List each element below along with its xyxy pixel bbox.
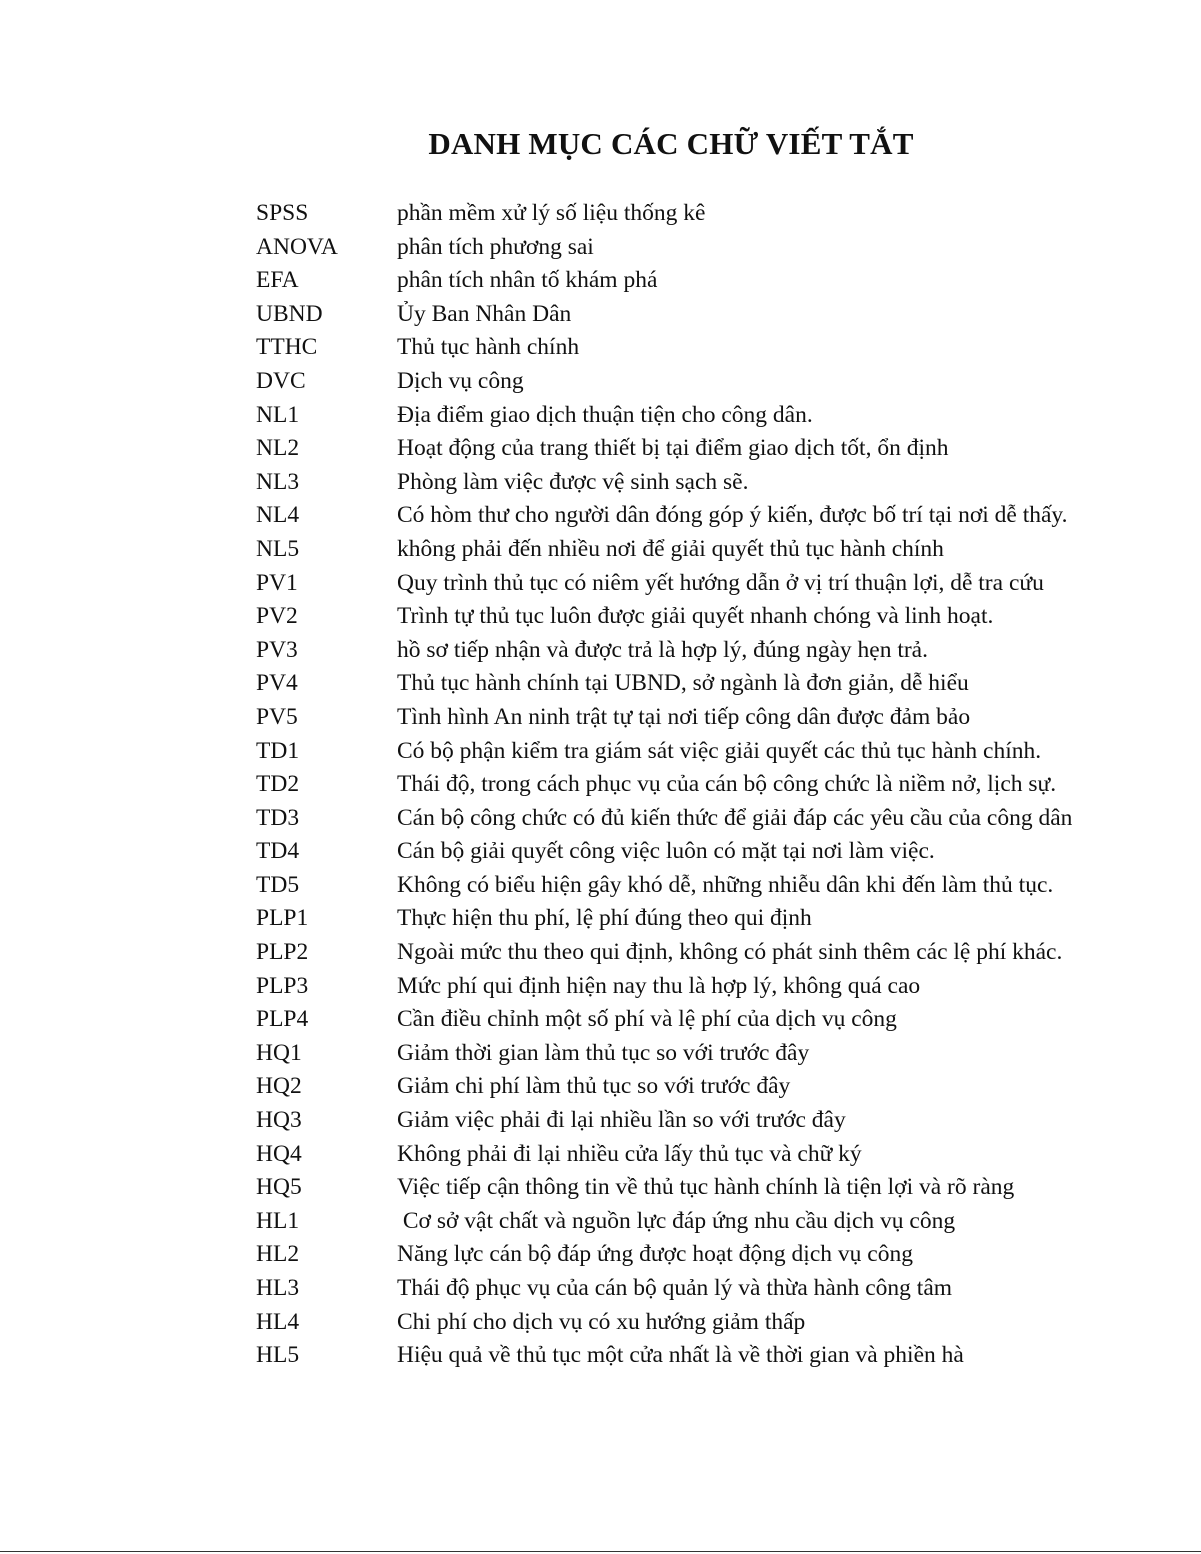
abbreviation-row	[256, 365, 1116, 399]
abbreviation-row	[256, 735, 1116, 769]
abbreviation-definition: Thái độ, trong cách phục vụ của cán bộ công chức là niềm nở, lịch sự.	[397, 771, 1057, 798]
abbreviation-row	[256, 1205, 1116, 1239]
abbreviation-row	[256, 533, 1116, 567]
abbreviation-row	[256, 1272, 1116, 1306]
abbreviation-definition: Giảm thời gian làm thủ tục so với trước đây	[397, 1039, 810, 1066]
abbreviation-definition: hồ sơ tiếp nhận và được trả là hợp lý, đúng ngày hẹn trả.	[397, 636, 928, 663]
abbreviation-term: PV3	[256, 636, 298, 663]
abbreviation-row	[256, 1037, 1116, 1071]
abbreviation-term: HQ4	[256, 1140, 302, 1167]
abbreviation-definition: Cán bộ công chức có đủ kiến thức để giải đáp các yêu cầu của công dân	[397, 804, 1073, 831]
abbreviation-row	[256, 231, 1116, 265]
abbreviation-definition: phân tích nhân tố khám phá	[397, 267, 658, 294]
abbreviation-row	[256, 600, 1116, 634]
abbreviation-definition: Cần điều chỉnh một số phí và lệ phí của dịch vụ công	[397, 1006, 897, 1033]
abbreviation-term: SPSS	[256, 200, 309, 226]
abbreviation-row	[256, 701, 1116, 735]
abbreviation-definition: Ủy Ban Nhân Dân	[397, 300, 572, 327]
abbreviation-definition: Không có biểu hiện gây khó dễ, những nhiễu dân khi đến làm thủ tục.	[397, 871, 1054, 898]
abbreviation-row	[256, 835, 1116, 869]
abbreviation-term: NL1	[256, 401, 300, 428]
page-title: DANH MỤC CÁC CHỮ VIẾT TẮT	[428, 126, 914, 161]
abbreviation-term: HL1	[256, 1207, 300, 1234]
abbreviation-definition: Thái độ phục vụ của cán bộ quản lý và thừa hành công tâm	[397, 1275, 953, 1301]
abbreviation-definition: Có hòm thư cho người dân đóng góp ý kiến, được bố trí tại nơi dễ thấy.	[397, 502, 1068, 529]
abbreviation-definition: Giảm chi phí làm thủ tục so với trước đây	[397, 1073, 791, 1100]
abbreviation-list	[256, 197, 1116, 1373]
abbreviation-term: PV4	[256, 670, 298, 697]
abbreviation-definition: Thực hiện thu phí, lệ phí đúng theo qui định	[397, 905, 812, 932]
abbreviation-row	[256, 1003, 1116, 1037]
abbreviation-term: HL3	[256, 1275, 300, 1301]
abbreviation-row	[256, 197, 1116, 231]
abbreviation-row	[256, 970, 1116, 1004]
abbreviation-term: ANOVA	[256, 233, 338, 260]
abbreviation-term: TD1	[256, 737, 300, 764]
abbreviation-term: TD2	[256, 771, 300, 798]
abbreviation-row	[256, 1339, 1116, 1373]
abbreviation-definition: Quy trình thủ tục có niêm yết hướng dẫn ở vị trí thuận lợi, dễ tra cứu	[397, 569, 1044, 596]
abbreviation-term: PLP1	[256, 905, 309, 932]
abbreviation-row	[256, 1138, 1116, 1172]
abbreviation-term: PV2	[256, 603, 298, 630]
abbreviation-definition: Giảm việc phải đi lại nhiều lần so với trước đây	[397, 1107, 846, 1134]
abbreviation-definition: Hiệu quả về thủ tục một cửa nhất là về thời gian và phiền hà	[397, 1342, 964, 1369]
abbreviation-row	[256, 802, 1116, 836]
abbreviation-term: HL4	[256, 1308, 300, 1335]
abbreviation-definition: phân tích phương sai	[397, 233, 594, 260]
abbreviation-row	[256, 264, 1116, 298]
abbreviation-row	[256, 869, 1116, 903]
abbreviation-row	[256, 1070, 1116, 1104]
abbreviation-row	[256, 1238, 1116, 1272]
abbreviation-definition: phần mềm xử lý số liệu thống kê	[397, 200, 706, 226]
abbreviation-definition: Cơ sở vật chất và nguồn lực đáp ứng nhu cầu dịch vụ công	[397, 1207, 956, 1234]
abbreviation-definition: Hoạt động của trang thiết bị tại điểm giao dịch tốt, ổn định	[397, 435, 949, 462]
abbreviation-definition: Việc tiếp cận thông tin về thủ tục hành chính là tiện lợi và rõ ràng	[397, 1174, 1015, 1201]
abbreviation-row	[256, 466, 1116, 500]
abbreviation-definition: không phải đến nhiều nơi để giải quyết thủ tục hành chính	[397, 535, 944, 562]
abbreviation-term: UBND	[256, 300, 323, 327]
abbreviation-definition: Địa điểm giao dịch thuận tiện cho công dân.	[397, 401, 813, 428]
page-bottom-divider	[0, 1551, 1201, 1552]
abbreviation-term: HL2	[256, 1241, 300, 1268]
abbreviation-definition: Phòng làm việc được vệ sinh sạch sẽ.	[397, 468, 749, 495]
abbreviation-term: DVC	[256, 367, 306, 394]
abbreviation-term: EFA	[256, 267, 299, 294]
abbreviation-definition: Mức phí qui định hiện nay thu là hợp lý, không quá cao	[397, 972, 921, 999]
abbreviation-term: TD5	[256, 871, 300, 898]
abbreviation-term: TD3	[256, 804, 300, 831]
abbreviation-definition: Trình tự thủ tục luôn được giải quyết nhanh chóng và linh hoạt.	[397, 603, 994, 630]
abbreviation-definition: Không phải đi lại nhiều cửa lấy thủ tục và chữ ký	[397, 1140, 862, 1167]
abbreviation-definition: Cán bộ giải quyết công việc luôn có mặt tại nơi làm việc.	[397, 838, 935, 865]
abbreviation-term: HQ3	[256, 1107, 302, 1134]
abbreviation-definition: Năng lực cán bộ đáp ứng được hoạt động dịch vụ công	[397, 1241, 913, 1268]
abbreviation-definition: Dịch vụ công	[397, 367, 524, 394]
abbreviation-row	[256, 499, 1116, 533]
abbreviation-definition: Thủ tục hành chính tại UBND, sở ngành là đơn giản, dễ hiểu	[397, 670, 969, 697]
abbreviation-definition: Thủ tục hành chính	[397, 334, 580, 361]
abbreviation-row	[256, 1104, 1116, 1138]
abbreviation-term: NL3	[256, 468, 300, 495]
abbreviation-term: HQ2	[256, 1073, 302, 1100]
abbreviation-definition: Chi phí cho dịch vụ có xu hướng giảm thấp	[397, 1308, 806, 1335]
abbreviation-row	[256, 432, 1116, 466]
abbreviation-term: PV5	[256, 703, 298, 730]
abbreviation-row	[256, 331, 1116, 365]
abbreviation-term: NL4	[256, 502, 300, 529]
abbreviation-row	[256, 1306, 1116, 1340]
abbreviation-term: PLP2	[256, 939, 309, 966]
abbreviation-term: TTHC	[256, 334, 318, 361]
abbreviation-row	[256, 567, 1116, 601]
abbreviation-definition: Ngoài mức thu theo qui định, không có phát sinh thêm các lệ phí khác.	[397, 939, 1063, 966]
abbreviation-row	[256, 298, 1116, 332]
abbreviation-definition: Có bộ phận kiểm tra giám sát việc giải quyết các thủ tục hành chính.	[397, 737, 1042, 764]
abbreviation-row	[256, 634, 1116, 668]
abbreviation-term: HL5	[256, 1342, 300, 1369]
abbreviation-term: PV1	[256, 569, 298, 596]
abbreviation-definition: Tình hình An ninh trật tự tại nơi tiếp công dân được đảm bảo	[397, 703, 971, 730]
abbreviation-term: HQ5	[256, 1174, 302, 1201]
abbreviation-row	[256, 902, 1116, 936]
abbreviation-term: NL5	[256, 535, 300, 562]
abbreviation-row	[256, 1171, 1116, 1205]
abbreviation-term: TD4	[256, 838, 300, 865]
abbreviation-row	[256, 768, 1116, 802]
abbreviation-term: NL2	[256, 435, 300, 462]
abbreviation-row	[256, 399, 1116, 433]
abbreviation-row	[256, 667, 1116, 701]
abbreviation-term: PLP4	[256, 1006, 309, 1033]
abbreviation-term: PLP3	[256, 972, 309, 999]
abbreviation-term: HQ1	[256, 1039, 302, 1066]
abbreviation-row	[256, 936, 1116, 970]
